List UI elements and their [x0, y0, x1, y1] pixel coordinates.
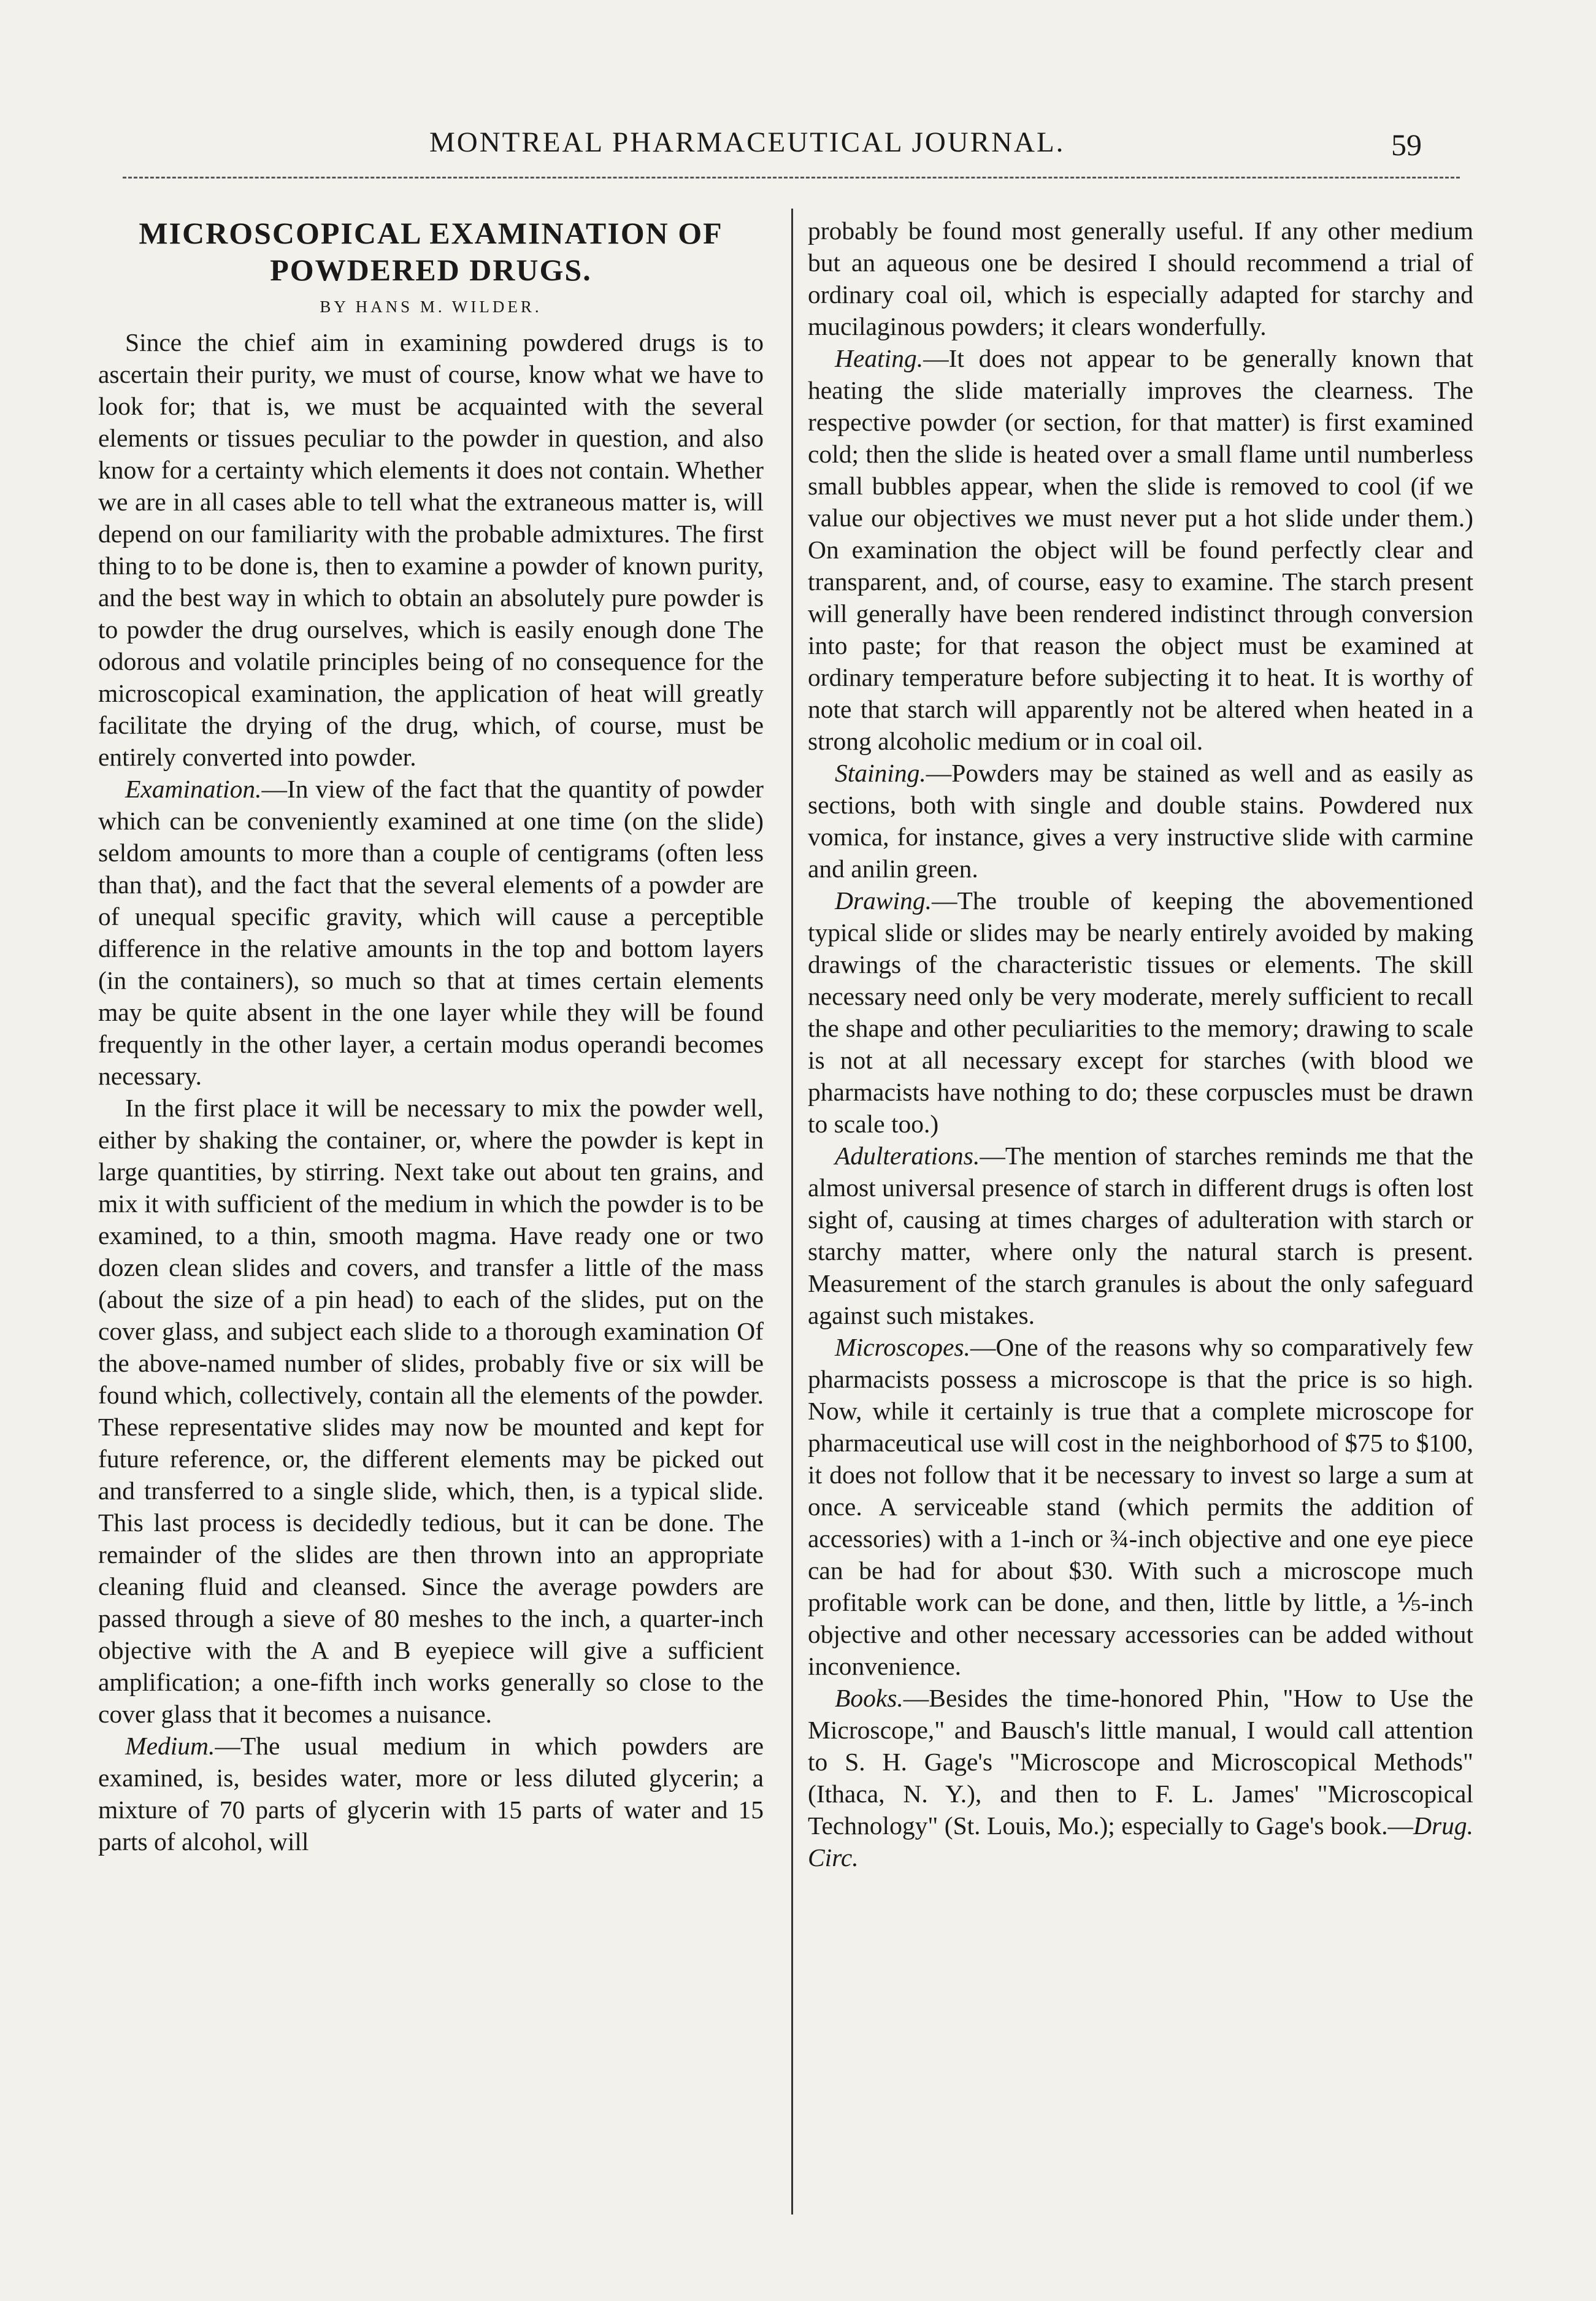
- left-column: [98, 215, 764, 1857]
- paragraph-text: —The usual medium in which powders are examined, is, besides water, more or less diluted glycerin; a mixture of 70 parts of glycerin with 15 parts of water and 15 parts of alcohol, will: [98, 1732, 764, 1856]
- paragraph-medium: [98, 1730, 764, 1857]
- paragraph-text: —The mention of starches reminds me that the almost universal presence of starch in different drugs is often lost sight of, causing at times charges of adulteration with starch or starchy matter, where only the natural starch is present. Measurement of the starch granules is about the only safeguard against such mistakes.: [808, 1142, 1473, 1329]
- section-heading-books: Books.: [835, 1684, 904, 1712]
- page-number: 59: [1391, 128, 1422, 162]
- paragraph-examination: [98, 773, 764, 1092]
- running-title: MONTREAL PHARMACEUTICAL JOURNAL.: [429, 126, 1065, 158]
- paragraph-text: —The trouble of keeping the abovementioned typical slide or slides may be nearly entirely avoided by making drawings of the characteristic tissues or elements. The skill necessary need only be very moderate, merely sufficient to recall the shape and other peculiarities to the memory; drawing to scale is not at all necessary except for starches (with blood we pharmacists have nothing to do; these corpuscles must be drawn to scale too.): [808, 886, 1473, 1138]
- column-divider: [791, 209, 793, 2215]
- paragraph-drawing: [808, 885, 1473, 1140]
- article-title: MICROSCOPICAL EXAMINATION OF POWDERED DRUGS.: [139, 216, 723, 287]
- header-rule: [123, 177, 1460, 179]
- paragraph-text: —Besides the time-honored Phin, "How to Use the Microscope," and Bausch's little manual, I would call attention to S. H. Gage's "Microscope and Microscopical Methods" (Ithaca, N. Y.), and then to F. L. James' "Microscopical Technology" (St. Louis, Mo.); especially to Gage's book.—: [808, 1684, 1473, 1840]
- paragraph-text: —Powders may be stained as well and as easily as sections, both with single and double stains. Powdered nux vomica, for instance, gives a very instructive slide with carmine and anilin green.: [808, 759, 1473, 883]
- paragraph-text: —One of the reasons why so comparatively few pharmacists possess a microscope is that the price is so high. Now, while it certainly is true that a complete microscope for pharmaceutical use will cost in the neighborhood of $75 to $100, it does not follow that it be necessary to invest so large a sum at once. A serviceable stand (which permits the addition of accessories) with a 1-inch or ¾-inch objective and one eye piece can be had for about $30. With such a microscope much profitable work can be done, and then, little by little, a ⅕-inch objective and other necessary accessories can be added without inconvenience.: [808, 1333, 1473, 1680]
- paragraph-microscopes: [808, 1331, 1473, 1682]
- section-heading-medium: Medium.: [125, 1732, 215, 1760]
- section-heading-adulterations: Adulterations.: [835, 1142, 980, 1170]
- paragraph-staining: [808, 757, 1473, 885]
- paragraph-text: —In view of the fact that the quantity of powder which can be conveniently examined at one time (on the slide) seldom amounts to more than a couple of centigrams (often less than that), and the fact that the several elements of a powder are of unequal specific gravity, which will cause a perceptible difference in the relative amounts in the top and bottom layers (in the containers), so much so that at times certain elements may be quite absent in the one layer while they will be found frequently in the other layer, a certain modus operandi becomes necessary.: [98, 775, 764, 1090]
- paragraph-text: —It does not appear to be generally known that heating the slide materially improves the clearness. The respective powder (or section, for that matter) is first examined cold; then the slide is heated over a small flame until numberless small bubbles appear, when the slide is removed to cool (if we value our objectives we must never put a hot slide under them.) On examination the object will be found perfectly clear and transparent, and, of course, easy to examine. The starch present will generally have been rendered indistinct through conversion into paste; for that reason the object must be examined at ordinary temperature before subjecting it to heat. It is worthy of note that starch will apparently not be altered when heated in a strong alcoholic medium or in coal oil.: [808, 344, 1473, 755]
- page-header: [0, 126, 1596, 175]
- section-heading-drawing: Drawing.: [835, 886, 932, 915]
- paragraph-intro: Since the chief aim in examining powdered drugs is to ascertain their purity, we must of course, know what we have to look for; that is, we must be acquainted with the several elements or tissues peculiar to the powder in question, and also know for a certainty which elements it does not contain. Whether we are in all cases able to tell what the extraneous matter is, will depend on our familiarity with the probable admixtures. The first thing to to be done is, then to examine a powder of known purity, and the best way in which to obtain an absolutely pure powder is to powder the drug ourselves, which is easily enough done The odorous and volatile principles being of no consequence for the microscopical examination, the application of heat will greatly facilitate the drying of the drug, which, of course, must be entirely converted into powder.: [98, 328, 764, 771]
- paragraph-heating: [808, 342, 1473, 757]
- source-citation: Drug. Circ.: [808, 1811, 1473, 1872]
- section-heading-examination: Examination.: [125, 775, 262, 803]
- paragraph-adulterations: [808, 1140, 1473, 1331]
- paragraph-medium-continued: probably be found most generally useful. If any other medium but an aqueous one be desired I should recommend a trial of ordinary coal oil, which is especially adapted for starchy and mucilaginous powders; it clears wonderfully.: [808, 217, 1473, 340]
- byline: BY HANS M. WILDER.: [320, 298, 542, 316]
- right-column: [808, 215, 1473, 1873]
- section-heading-heating: Heating.: [835, 344, 924, 372]
- section-heading-microscopes: Microscopes.: [835, 1333, 970, 1361]
- section-heading-staining: Staining.: [835, 759, 926, 787]
- paragraph-mixing: In the first place it will be necessary to mix the powder well, either by shaking the container, or, where the powder is kept in large quantities, by stirring. Next take out about ten grains, and mix it with sufficient of the medium in which the powder is to be examined, to a thin, smooth magma. Have ready one or two dozen clean slides and covers, and transfer a little of the mass (about the size of a pin head) to each of the slides, put on the cover glass, and subject each slide to a thorough examination Of the above-named number of slides, probably five or six will be found which, collectively, contain all the elements of the powder. These representative slides may now be mounted and kept for future reference, or, the different elements may be picked out and transferred to a single slide, which, then, is a typical slide. This last process is decidedly tedious, but it can be done. The remainder of the slides are then thrown into an appropriate cleaning fluid and cleansed. Since the average powders are passed through a sieve of 80 meshes to the inch, a quarter-inch objective with the A and B eyepiece will give a sufficient amplification; a one-fifth inch works generally so close to the cover glass that it becomes a nuisance.: [98, 1094, 764, 1728]
- paragraph-books: [808, 1682, 1473, 1873]
